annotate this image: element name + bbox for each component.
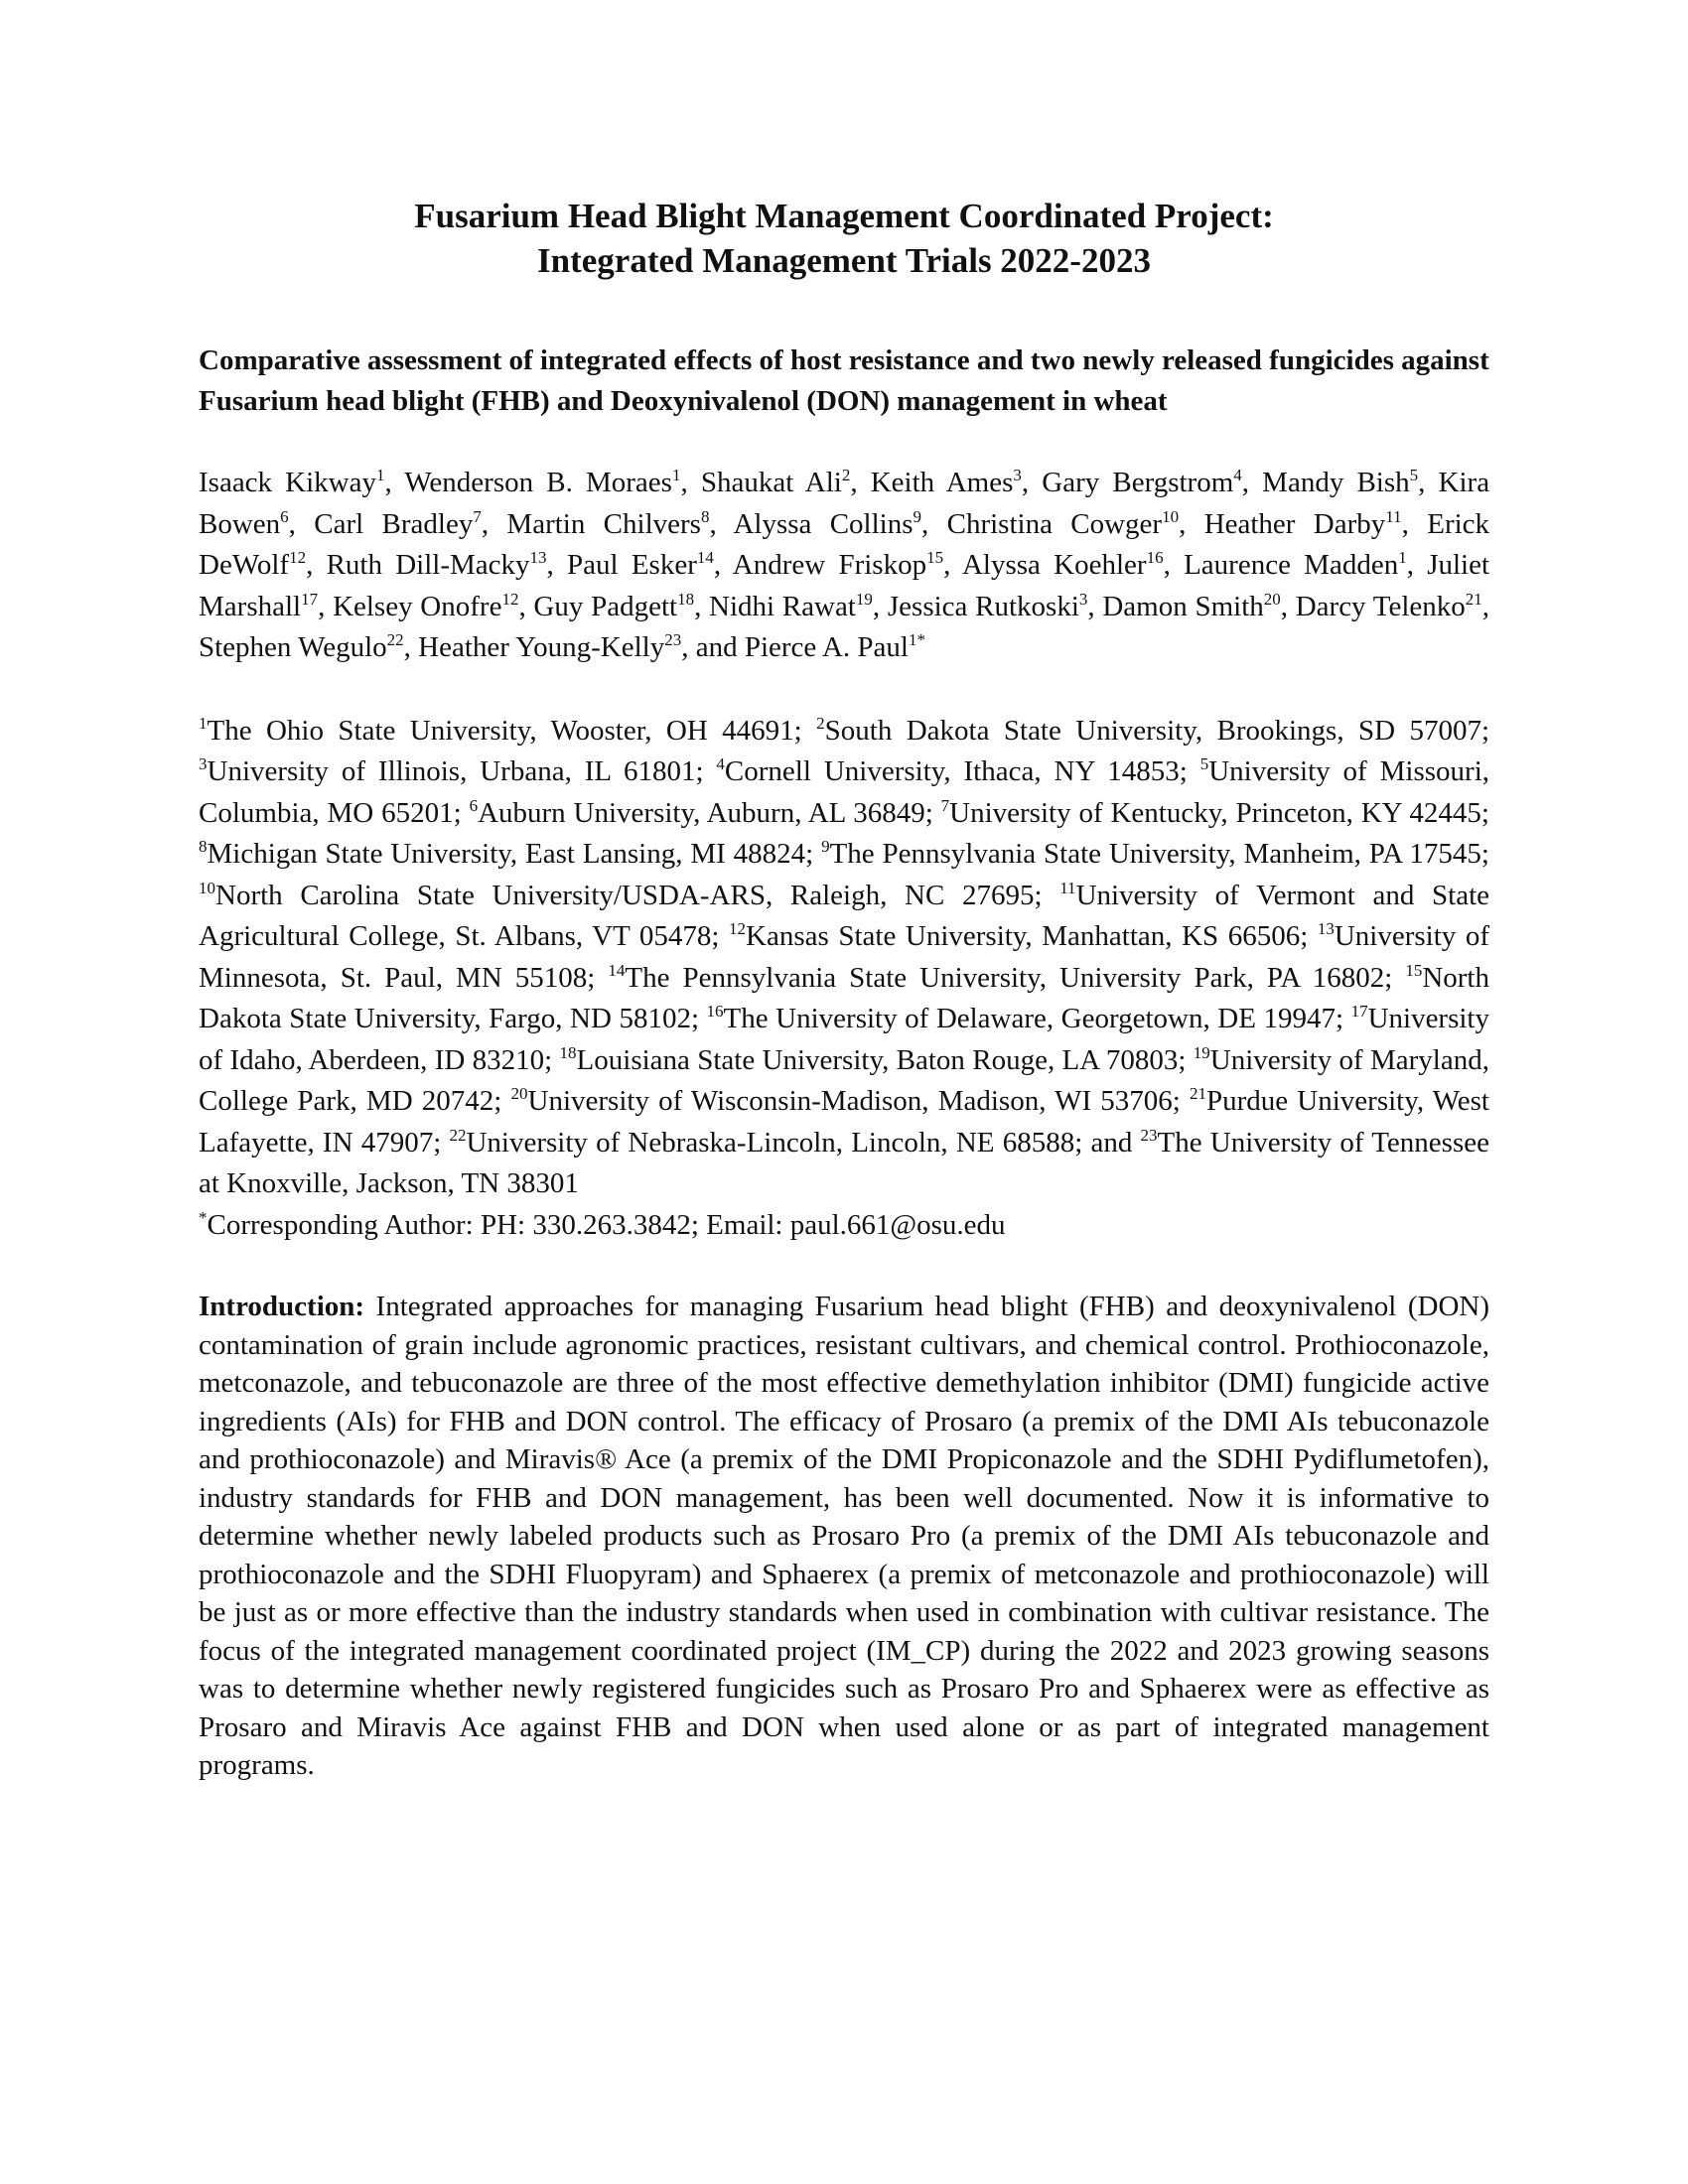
- author-separator: ,: [288, 507, 315, 540]
- author: [199, 467, 404, 498]
- author: [871, 467, 1043, 498]
- author-name: Andrew Friskop: [732, 549, 927, 581]
- author-name: Mandy Bish: [1262, 467, 1410, 498]
- affiliation: [449, 1127, 1140, 1159]
- author-affiliation-number: 11: [1385, 506, 1402, 526]
- author-separator: ,: [680, 467, 701, 498]
- author: [506, 508, 733, 540]
- author-name: Martin Chilvers: [506, 507, 701, 540]
- affiliation-number: 3: [199, 754, 208, 773]
- affiliation-text: University of Kentucky, Princeton, KY 42445;: [949, 796, 1489, 829]
- affiliation-text: The Ohio State University, Wooster, OH 44691;: [207, 714, 817, 747]
- author-separator: ,: [1406, 549, 1428, 581]
- author: [1204, 508, 1428, 540]
- author: [947, 508, 1204, 540]
- author-name: Darcy Telenko: [1295, 590, 1466, 622]
- title-line-2: Integrated Management Trials 2022-2023: [537, 241, 1151, 280]
- affiliation-number: 22: [449, 1125, 467, 1145]
- author: [1184, 549, 1427, 581]
- author-name: Jessica Rutkoski: [887, 590, 1079, 622]
- affiliation: [816, 715, 1489, 747]
- affiliation-text: University of Missouri, Columbia, MO 65201;: [199, 755, 1490, 829]
- author-name: Heather Darby: [1203, 507, 1386, 540]
- author: [888, 591, 1102, 622]
- affiliation-number: 8: [199, 837, 208, 856]
- affiliation-text: Kansas State University, Manhattan, KS 66506;: [746, 920, 1318, 952]
- affiliation: [941, 797, 1489, 829]
- author-affiliation-number: 1*: [908, 630, 925, 649]
- author: [1102, 591, 1295, 622]
- author: [314, 508, 506, 540]
- author-separator: ,: [1280, 590, 1296, 622]
- page-title: [199, 194, 1489, 283]
- author-name: Pierce A. Paul: [744, 631, 909, 663]
- author-separator: ,: [1241, 467, 1263, 498]
- author: [709, 591, 888, 622]
- author-separator: ,: [1087, 590, 1103, 622]
- author-affiliation-number: 16: [1146, 548, 1164, 567]
- affiliation-text: University of Minnesota, St. Paul, MN 55108;: [199, 920, 1489, 994]
- author-separator: ,: [1179, 507, 1204, 540]
- affiliation: [199, 838, 821, 870]
- author-affiliation-number: 1: [1398, 548, 1407, 567]
- introduction-heading: Introduction:: [199, 1291, 365, 1322]
- author-affiliation-number: 3: [1078, 589, 1088, 609]
- author-affiliation-number: 14: [696, 548, 714, 567]
- affiliation-number: 1: [199, 713, 208, 733]
- author: [1262, 467, 1438, 498]
- affiliation-text: North Dakota State University, Fargo, ND 58102;: [199, 961, 1489, 1034]
- affiliation-text: Auburn University, Auburn, AL 36849;: [478, 796, 941, 829]
- author-name: Paul Esker: [567, 549, 697, 581]
- author-name: Erick DeWolf: [199, 507, 1490, 581]
- affiliation-text: University of Idaho, Aberdeen, ID 83210;: [199, 1003, 1489, 1076]
- affiliation: [560, 1044, 1194, 1076]
- author-separator: ,: [943, 549, 962, 581]
- author-name: Damon Smith: [1102, 590, 1264, 622]
- affiliation-text: Michigan State University, East Lansing, MI 48824;: [207, 838, 822, 870]
- author: [733, 508, 946, 540]
- affiliation-number: 16: [706, 1002, 724, 1021]
- author-list: [199, 463, 1489, 669]
- author-separator: , and: [681, 631, 745, 663]
- author: [745, 631, 925, 663]
- author-name: Keith Ames: [870, 467, 1014, 498]
- author: [533, 591, 709, 622]
- author-name: Isaack Kikway: [199, 467, 377, 498]
- author-separator: ,: [1401, 507, 1428, 540]
- author-separator: ,: [481, 507, 507, 540]
- author-affiliation-number: 15: [926, 548, 944, 567]
- author-affiliation-number: 12: [501, 589, 519, 609]
- affiliation: [608, 962, 1405, 994]
- author-name: Stephen Wegulo: [199, 631, 387, 663]
- affiliation-text: The University of Delaware, Georgetown, DE 19947;: [723, 1003, 1351, 1034]
- introduction-body: Integrated approaches for managing Fusarium head blight (FHB) and deoxynivalenol (DON) contamination of grain include agronomic practices, resistant cultivars, and chemical control. Prothioconazole, metconazole, and tebuconazole are three of the most effective demethylation inhibitor (DMI) fungicide active ingredients (AIs) for FHB and DON control. The efficacy of Prosaro (a premix of the DMI AIs tebuconazole and prothioconazole) and Miravis® Ace (a premix of the DMI Propiconazole and the SDHI Pydiflumetofen), industry standards for FHB and DON management, has been well documented. Now it is informative to determine whether newly labeled products such as Prosaro Pro (a premix of the DMI AIs tebuconazole and prothioconazole and the SDHI Fluopyram) and Sphaerex (a premix of metconazole and prothioconazole) will be just as or more effective than the industry standards when used in combination with cultivar resistance. The focus of the integrated management coordinated project (IM_CP) during the 2022 and 2023 growing seasons was to determine whether newly registered fungicides such as Prosaro Pro and Sphaerex were as effective as Prosaro and Miravis Ace against FHB and DON when used alone or as part of integrated management programs.: [199, 1291, 1489, 1781]
- affiliation-number: 13: [1317, 919, 1335, 938]
- author-affiliation-number: 9: [913, 506, 922, 526]
- author-name: Kelsey Onofre: [333, 590, 502, 622]
- author-affiliation-number: 20: [1263, 589, 1281, 609]
- author: [404, 467, 700, 498]
- affiliation-text: The Pennsylvania State University, Manheim, PA 17545;: [829, 838, 1489, 870]
- affiliation: [470, 797, 941, 829]
- author-separator: ,: [1163, 549, 1185, 581]
- document-page: [199, 194, 1489, 1785]
- affiliation-text: University of Nebraska-Lincoln, Lincoln, NE 68588; and: [466, 1126, 1141, 1159]
- affiliation-number: 4: [716, 754, 725, 773]
- affiliation-text: South Dakota State University, Brookings, SD 57007;: [824, 714, 1490, 747]
- author-name: Christina Cowger: [946, 507, 1163, 540]
- author-separator: ,: [694, 590, 710, 622]
- author-name: Juliet Marshall: [199, 549, 1490, 622]
- affiliation-number: 14: [608, 960, 626, 980]
- affiliation: [199, 880, 1059, 911]
- author-affiliation-number: 1: [376, 466, 385, 484]
- affiliation-number: 15: [1405, 960, 1423, 980]
- corresponding-author: [199, 1205, 1489, 1247]
- author-separator: ,: [518, 590, 534, 622]
- author: [199, 631, 418, 663]
- author-affiliation-number: 21: [1465, 589, 1482, 609]
- author-affiliation-number: 2: [841, 466, 851, 484]
- paper-subtitle: Comparative assessment of integrated effects of host resistance and two newly released fungicides against Fusarium head blight (FHB) and Deoxynivalenol (DON) management in wheat: [199, 344, 1489, 417]
- author-separator: ,: [850, 467, 871, 498]
- affiliation-number: 9: [821, 837, 830, 856]
- author: [733, 549, 962, 581]
- author-separator: ,: [403, 631, 419, 663]
- author: [333, 591, 533, 622]
- author-separator: ,: [872, 590, 888, 622]
- author-affiliation-number: 10: [1162, 506, 1180, 526]
- affiliation-number: 2: [816, 713, 825, 733]
- affiliation-text: University of Vermont and State Agricultural College, St. Albans, VT 05478;: [199, 879, 1489, 952]
- affiliation: [511, 1085, 1190, 1117]
- author-name: Nidhi Rawat: [709, 590, 856, 622]
- affiliation-text: University of Illinois, Urbana, IL 61801;: [207, 755, 717, 787]
- author-separator: ,: [921, 507, 947, 540]
- affiliation-number: 10: [199, 878, 215, 897]
- author-affiliation-number: 6: [280, 506, 289, 526]
- affiliation-number: 6: [469, 795, 479, 815]
- affiliation-text: North Carolina State University/USDA-ARS, Raleigh, NC 27695;: [215, 879, 1060, 911]
- author-name: Shaukat Ali: [700, 467, 842, 498]
- author-separator: ,: [546, 549, 568, 581]
- author-name: Alyssa Koehler: [961, 549, 1147, 581]
- affiliation-text: The Pennsylvania State University, University Park, PA 16802;: [625, 961, 1406, 994]
- author-affiliation-number: 8: [700, 506, 710, 526]
- title-line-1: Fusarium Head Blight Management Coordinated Project:: [414, 197, 1274, 235]
- author-name: Gary Bergstrom: [1042, 467, 1234, 498]
- author-separator: ,: [384, 467, 405, 498]
- author: [1042, 467, 1262, 498]
- author-separator: ,: [713, 549, 733, 581]
- affiliation: [729, 920, 1318, 952]
- author-name: Guy Padgett: [533, 590, 678, 622]
- affiliation-number: 18: [559, 1042, 577, 1062]
- affiliation-text: Louisiana State University, Baton Rouge, LA 70803;: [576, 1043, 1194, 1076]
- author-affiliation-number: 4: [1233, 466, 1242, 484]
- author-name: Heather Young-Kelly: [418, 631, 665, 663]
- author-name: Carl Bradley: [314, 507, 474, 540]
- corresponding-text: Corresponding Author: PH: 330.263.3842; Email: paul.661@osu.edu: [207, 1208, 1006, 1241]
- author-affiliation-number: 7: [473, 506, 482, 526]
- affiliation-number: 19: [1193, 1042, 1210, 1062]
- author-separator: ,: [306, 549, 327, 581]
- author: [418, 631, 745, 663]
- author-separator: ,: [709, 507, 734, 540]
- affiliation-text: The University of Tennessee at Knoxville, Jackson, TN 38301: [199, 1126, 1489, 1199]
- author-name: Ruth Dill-Macky: [326, 549, 530, 581]
- affiliation-number: 20: [510, 1084, 528, 1103]
- author-affiliation-number: 3: [1013, 466, 1022, 484]
- affiliation: [199, 715, 816, 747]
- author: [327, 549, 567, 581]
- author-name: Alyssa Collins: [733, 507, 914, 540]
- author-affiliation-number: 5: [1409, 466, 1419, 484]
- author-name: Wenderson B. Moraes: [404, 467, 672, 498]
- author-separator: ,: [1418, 467, 1439, 498]
- author: [701, 467, 871, 498]
- affiliation: [707, 1003, 1351, 1034]
- author: [1296, 591, 1489, 622]
- affiliation-number: 23: [1140, 1125, 1158, 1145]
- corresponding-marker: *: [199, 1207, 208, 1227]
- author: [962, 549, 1184, 581]
- author: [567, 549, 733, 581]
- affiliation-text: University of Maryland, College Park, MD 20742;: [199, 1043, 1489, 1117]
- author-affiliation-number: 1: [671, 466, 681, 484]
- author-name: Kira Bowen: [199, 467, 1490, 540]
- affiliation-number: 12: [729, 919, 746, 938]
- author-affiliation-number: 13: [529, 548, 547, 567]
- affiliation: [199, 755, 716, 787]
- author-affiliation-number: 12: [289, 548, 307, 567]
- author-name: Laurence Madden: [1184, 549, 1399, 581]
- author-affiliation-number: 19: [855, 589, 873, 609]
- affiliation-number: 21: [1189, 1084, 1206, 1103]
- affiliation: [716, 755, 1199, 787]
- affiliation-number: 5: [1199, 754, 1209, 773]
- affiliation-text: University of Wisconsin-Madison, Madison, WI 53706;: [527, 1085, 1190, 1117]
- affiliation-text: Cornell University, Ithaca, NY 14853;: [724, 755, 1200, 787]
- author-separator: ,: [1021, 467, 1043, 498]
- introduction-paragraph: [199, 1288, 1489, 1785]
- author-separator: ,: [1481, 590, 1489, 622]
- author-affiliation-number: 18: [677, 589, 695, 609]
- affiliation-text: Purdue University, West Lafayette, IN 47907;: [199, 1085, 1489, 1159]
- affiliation-number: 17: [1350, 1002, 1368, 1021]
- author-affiliation-number: 22: [386, 630, 404, 649]
- affiliation: [821, 838, 1489, 870]
- affiliation-number: 7: [940, 795, 950, 815]
- author-separator: ,: [318, 590, 334, 622]
- affiliation-number: 11: [1059, 878, 1076, 897]
- author-affiliation-number: 23: [664, 630, 682, 649]
- author-affiliation-number: 17: [301, 589, 319, 609]
- affiliation-list: [199, 711, 1489, 1205]
